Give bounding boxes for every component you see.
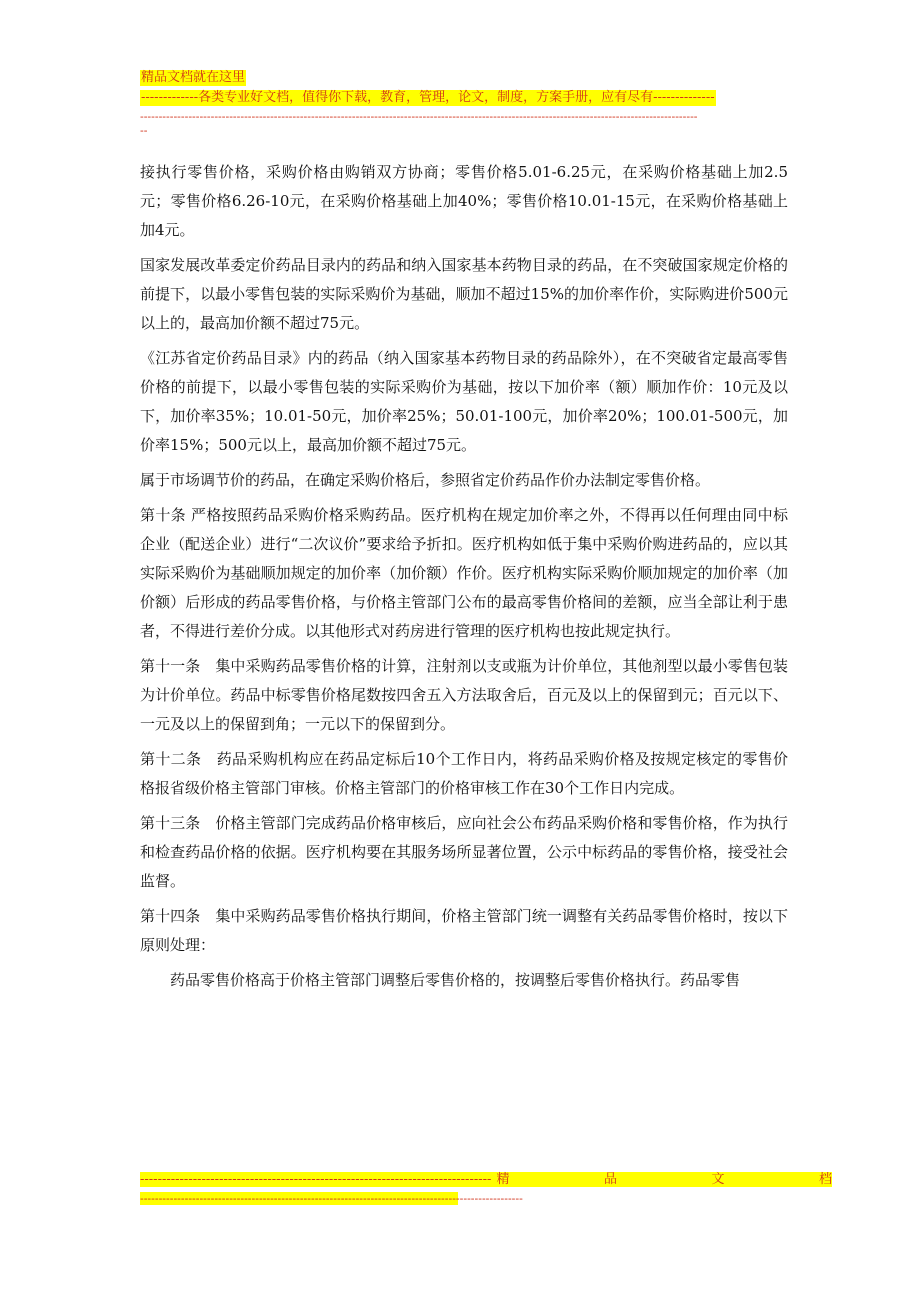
page-header: [140, 66, 800, 138]
footer-word-1: 精: [496, 1172, 510, 1187]
paragraph-article-11: 第十一条 集中采购药品零售价格的计算，注射剂以支或瓶为计价单位，其他剂型以最小零售包装为计价单位。药品中标零售价格尾数按四舍五入方法取舍后，百元及以上的保留到元；百元以下、一元及以上的保留到角；一元以下的保留到分。: [140, 657, 788, 733]
footer-word-2: 品: [603, 1172, 617, 1187]
footer-divider: -------------------------------------------------------------------------------------------------------: [140, 1192, 523, 1205]
header-slogan: -------------各类专业好文档，值得你下载，教育，管理，论文，制度，方案手册，应有尽有--------------: [141, 90, 715, 105]
paragraph-article-12: 第十二条 药品采购机构应在药品定标后10个工作日内，将药品采购价格及按规定核定的零售价格报省级价格主管部门审核。价格主管部门的价格审核工作在30个工作日内完成。: [140, 750, 788, 797]
header-divider-tail: --: [140, 124, 148, 137]
footer-word-3: 文: [711, 1172, 725, 1187]
paragraph-2: 国家发展改革委定价药品目录内的药品和纳入国家基本药物目录的药品，在不突破国家规定价格的前提下，以最小零售包装的实际采购价为基础，顺加不超过15%的加价率作价，实际购进价500元以上的，最高加价额不超过75元。: [140, 256, 788, 332]
paragraph-4: 属于市场调节价的药品，在确定采购价格后，参照省定价药品作价办法制定零售价格。: [140, 471, 711, 489]
paragraph-article-13: 第十三条 价格主管部门完成药品价格审核后，应向社会公布药品采购价格和零售价格，作为执行和检查药品价格的依据。医疗机构要在其服务场所显著位置，公示中标药品的零售价格，接受社会监督。: [140, 814, 788, 890]
paragraph-article-14: 第十四条 集中采购药品零售价格执行期间，价格主管部门统一调整有关药品零售价格时，按以下原则处理：: [140, 907, 788, 954]
page-footer: [140, 1172, 832, 1206]
footer-banner: [140, 1172, 832, 1187]
header-title: 精品文档就在这里: [141, 70, 246, 85]
footer-dashes: --------------------------------------------------------------------------------: [140, 1172, 492, 1187]
document-body: [140, 158, 788, 1001]
paragraph-3: 《江苏省定价药品目录》内的药品（纳入国家基本药物目录的药品除外），在不突破省定最高零售价格的前提下，以最小零售包装的实际采购价为基础，按以下加价率（额）顺加作价：10元及以下，加价率35%；10.01-50元，加价率25%；50.01-100元，加价率20%；100.01-500元，加价率15%；500元以上，最高加价额不超过75元。: [140, 349, 788, 454]
paragraph-1: 接执行零售价格，采购价格由购销双方协商；零售价格5.01-6.25元，在采购价格基础上加2.5元；零售价格6.26-10元，在采购价格基础上加40%；零售价格10.01-15元，在采购价格基础上加4元。: [140, 163, 788, 239]
paragraph-last: 药品零售价格高于价格主管部门调整后零售价格的，按调整后零售价格执行。药品零售: [170, 971, 741, 989]
paragraph-article-10: 第十条 严格按照药品采购价格采购药品。医疗机构在规定加价率之外，不得再以任何理由同中标企业（配送企业）进行“二次议价”要求给予折扣。医疗机构如低于集中采购价购进药品的，应以其实际采购价为基础顺加规定的加价率（加价额）作价。医疗机构实际采购价顺加规定的加价率（加价额）后形成的药品零售价格，与价格主管部门公布的最高零售价格间的差额，应当全部让利于患者，不得进行差价分成。以其他形式对药房进行管理的医疗机构也按此规定执行。: [140, 506, 788, 640]
header-divider: ------------------------------------------------------------------------------------------------------------------------------------------------------: [140, 110, 698, 123]
footer-word-4: 档: [818, 1172, 832, 1187]
